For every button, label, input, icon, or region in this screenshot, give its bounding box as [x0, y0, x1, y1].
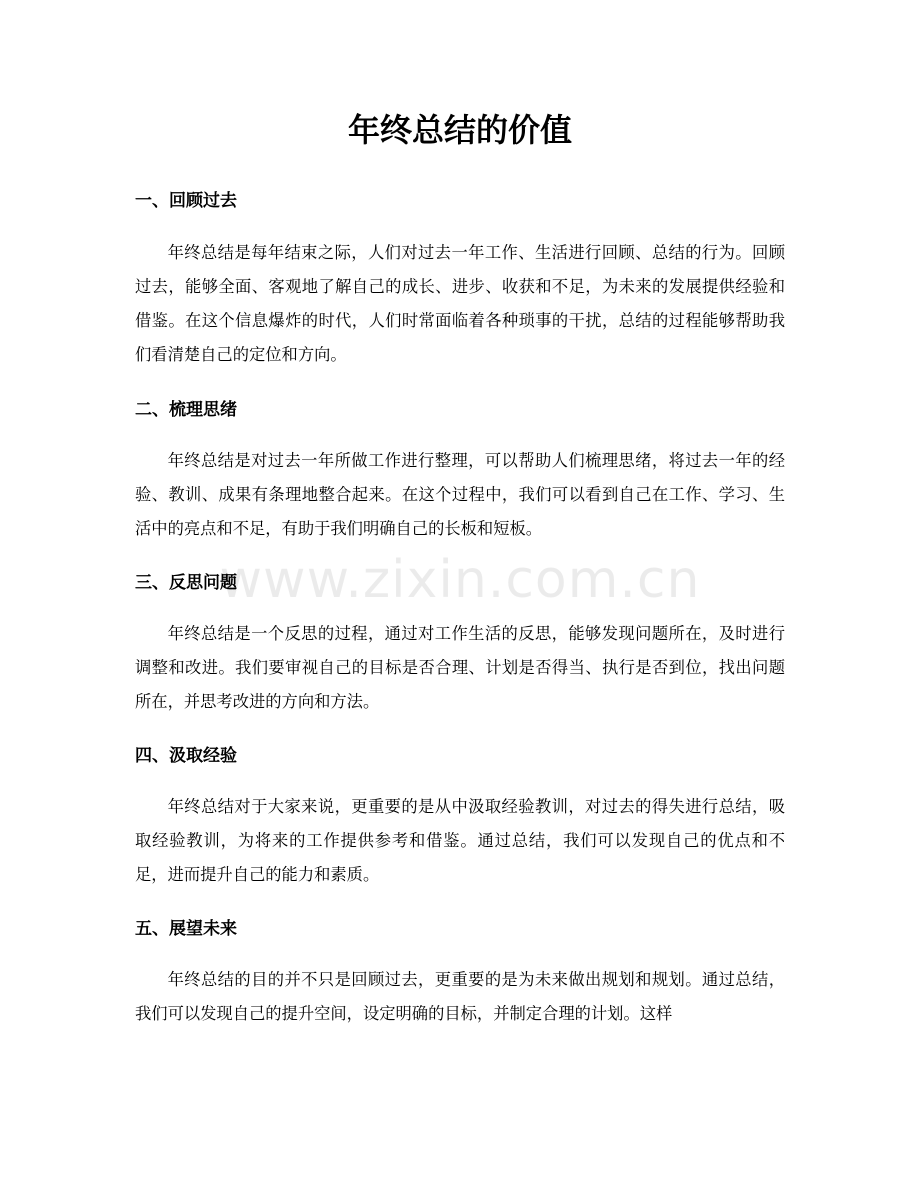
section-heading-2: 二、梳理思绪 — [135, 400, 237, 420]
section-heading-1: 一、回顾过去 — [135, 191, 237, 211]
section-heading-3: 三、反思问题 — [135, 573, 237, 593]
document-title: 年终总结的价值 — [347, 111, 572, 149]
section-paragraph-5: 年终总结的目的并不只是回顾过去，更重要的是为未来做出规划和规划。通过总结，我们可以发现自己的提升空间，设定明确的目标，并制定合理的计划。这样 — [135, 970, 785, 1023]
section-paragraph-1: 年终总结是每年结束之际，人们对过去一年工作、生活进行回顾、总结的行为。回顾过去，能够全面、客观地了解自己的成长、进步、收获和不足，为未来的发展提供经验和借鉴。在这个信息爆炸的时代，人们时常面临着各种琐事的干扰，总结的过程能够帮助我们看清楚自己的定位和方向。 — [135, 243, 785, 364]
watermark-text: www.zixin.com.cn — [219, 550, 701, 610]
section-paragraph-2: 年终总结是对过去一年所做工作进行整理，可以帮助人们梳理思绪，将过去一年的经验、教训、成果有条理地整合起来。在这个过程中，我们可以看到自己在工作、学习、生活中的亮点和不足，有助于我们明确自己的长板和短板。 — [135, 451, 785, 538]
section-heading-5: 五、展望未来 — [135, 919, 237, 939]
section-paragraph-3: 年终总结是一个反思的过程，通过对工作生活的反思，能够发现问题所在，及时进行调整和改进。我们要审视自己的目标是否合理、计划是否得当、执行是否到位，找出问题所在，并思考改进的方向和方法。 — [135, 624, 785, 711]
section-heading-4: 四、汲取经验 — [135, 746, 237, 766]
section-paragraph-4: 年终总结对于大家来说，更重要的是从中汲取经验教训，对过去的得失进行总结，吸取经验教训，为将来的工作提供参考和借鉴。通过总结，我们可以发现自己的优点和不足，进而提升自己的能力和素质。 — [135, 797, 785, 884]
